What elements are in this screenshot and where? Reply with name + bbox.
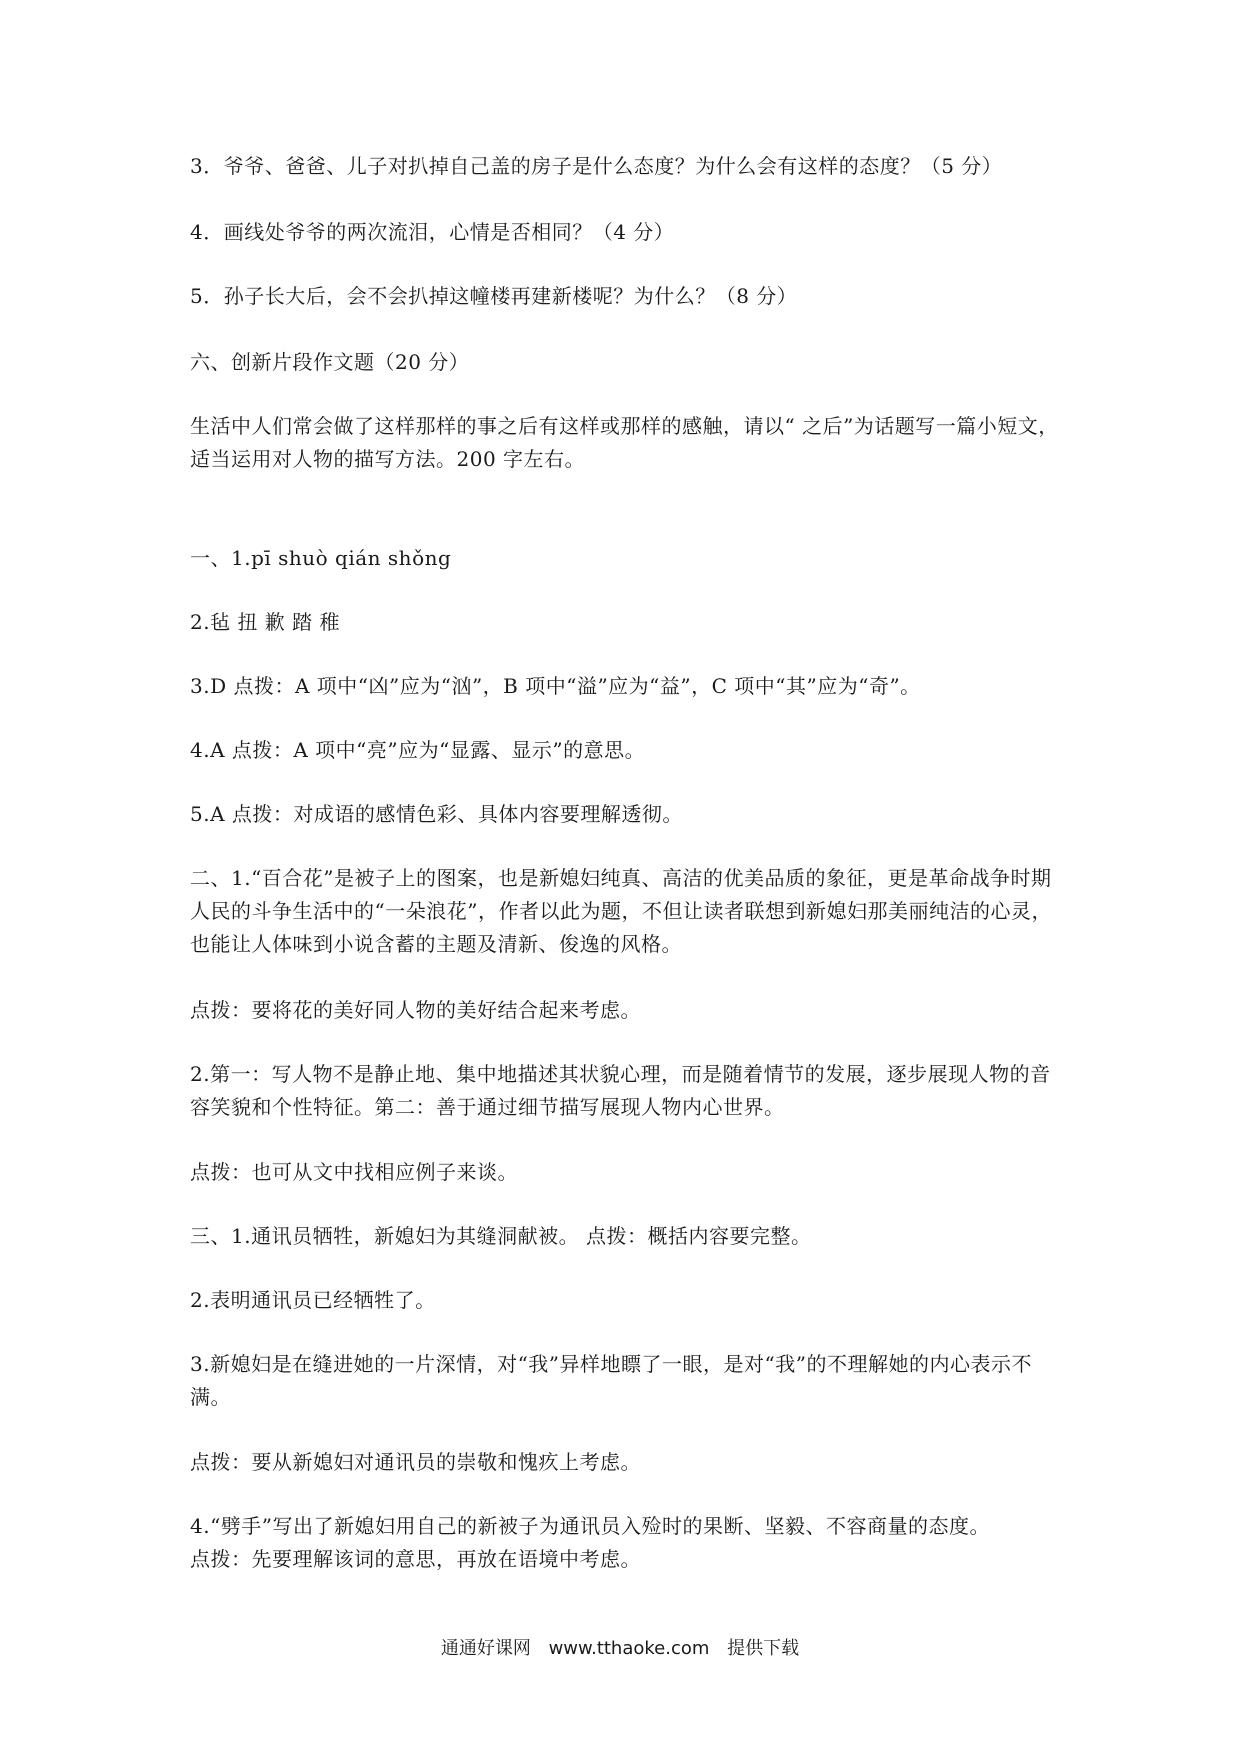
- answer-2-2: 2.第一：写人物不是静止地、集中地描述其状貌心理，而是随着情节的发展，逐步展现人物的音容笑貌和个性特征。第二：善于通过细节描写展现人物内心世界。: [190, 1062, 1051, 1119]
- footer-note: 提供下载: [727, 1638, 800, 1659]
- question-5: 5．孙子长大后，会不会扒掉这幢楼再建新楼呢？为什么？（8 分）: [190, 284, 798, 308]
- answer-3-4: 4.“劈手”写出了新媳妇用自己的新被子为通讯员入殓时的果断、坚毅、不容商量的态度。: [190, 1514, 991, 1538]
- question-4: 4．画线处爷爷的两次流泪，心情是否相同？（4 分）: [190, 220, 675, 244]
- answer-3-4-hint: 点拨：先要理解该词的意思，再放在语境中考虑。: [190, 1547, 641, 1571]
- answer-1-5: 5.A 点拨：对成语的感情色彩、具体内容要理解透彻。: [190, 802, 683, 826]
- answer-2-2-hint: 点拨：也可从文中找相应例子来谈。: [190, 1160, 518, 1184]
- answer-1-4: 4.A 点拨：A 项中“亮”应为“显露、显示”的意思。: [190, 738, 646, 762]
- answer-3-2: 2.表明通讯员已经牺牲了。: [190, 1288, 436, 1312]
- answer-2-1: 二、1.“百合花”是被子上的图案，也是新媳妇纯真、高洁的优美品质的象征，更是革命战争时期人民的斗争生活中的“一朵浪花”，作者以此为题，不但让读者联想到新媳妇那美丽纯洁的心灵，也能让人体味到小说含蓄的主题及清新、俊逸的风格。: [190, 866, 1052, 956]
- section-6-prompt: 生活中人们常会做了这样那样的事之后有这样或那样的感触，请以“ 之后”为话题写一篇小短文，适当运用对人物的描写方法。200 字左右。: [190, 414, 1059, 471]
- section-6-title: 六、创新片段作文题（20 分）: [190, 350, 470, 374]
- answer-3-1: 三、1.通讯员牺牲，新媳妇为其缝洞献被。 点拨：概括内容要完整。: [190, 1224, 812, 1248]
- answer-3-3: 3.新媳妇是在缝进她的一片深情，对“我”异样地瞟了一眼，是对“我”的不理解她的内心表示不满。: [190, 1352, 1032, 1409]
- footer-site-name: 通通好课网: [440, 1638, 531, 1659]
- answer-3-3-hint: 点拨：要从新媳妇对通讯员的崇敬和愧疚上考虑。: [190, 1450, 641, 1474]
- page-footer: [0, 1636, 1240, 1662]
- answer-1-2: 2.毡 扭 歉 踏 稚: [190, 610, 341, 634]
- answer-1-3: 3.D 点拨：A 项中“凶”应为“汹”，B 项中“溢”应为“益”，C 项中“其”应为“奇”。: [190, 674, 921, 698]
- footer-url[interactable]: www.tthaoke.com: [548, 1638, 710, 1659]
- question-3: 3．爷爷、爸爸、儿子对扒掉自己盖的房子是什么态度？为什么会有这样的态度？（5 分）: [190, 154, 1003, 178]
- answer-1-1: 一、1.pī shuò qián shǒng: [190, 546, 452, 570]
- answer-2-1-hint: 点拨：要将花的美好同人物的美好结合起来考虑。: [190, 998, 641, 1022]
